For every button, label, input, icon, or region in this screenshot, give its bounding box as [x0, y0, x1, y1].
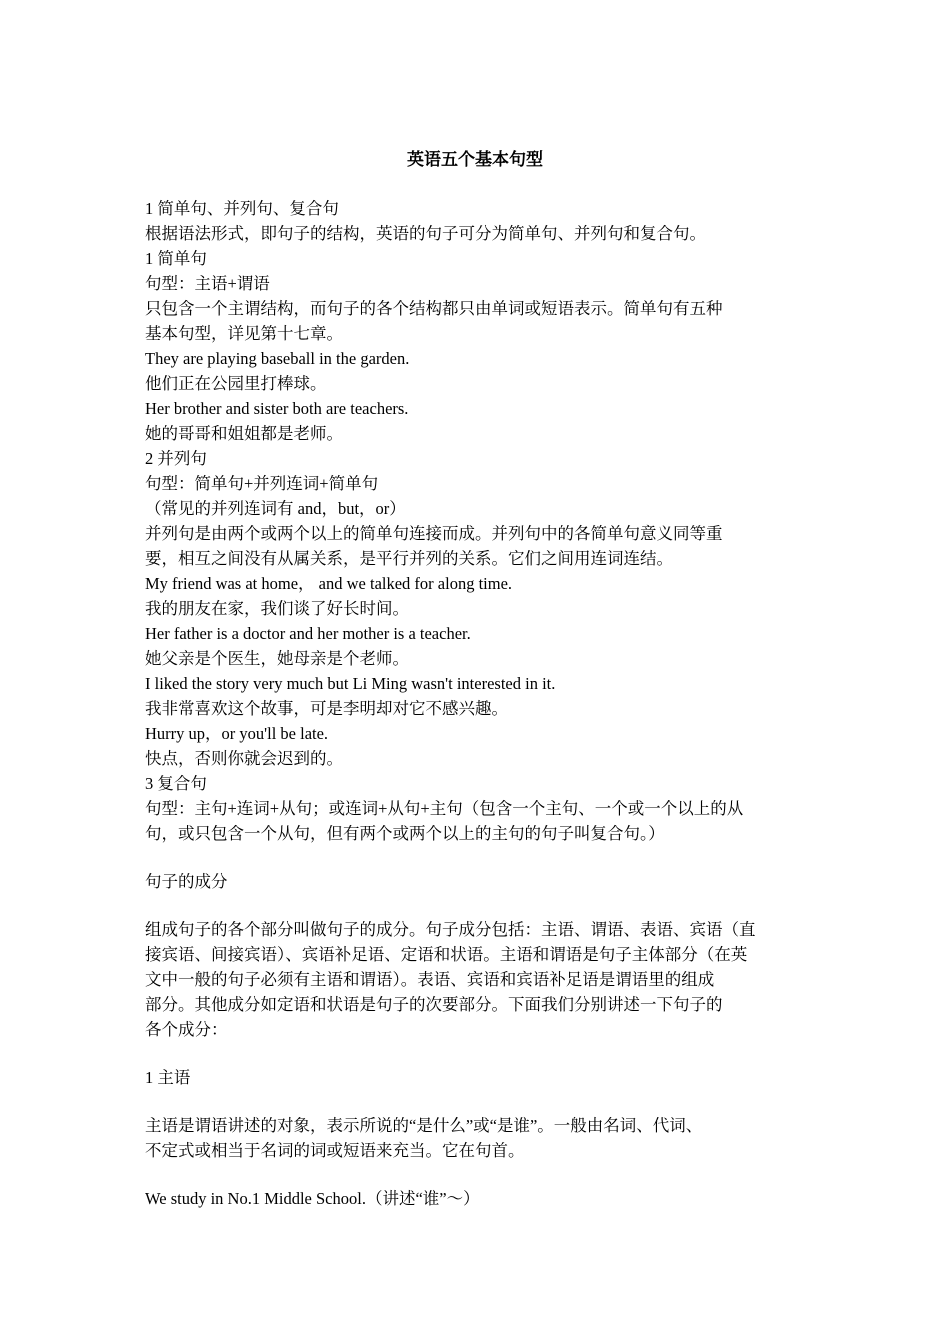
text-line: 文中一般的句子必须有主语和谓语）。表语、宾语和宾语补足语是谓语里的组成 [145, 970, 715, 989]
text-line: 1 主语 [145, 1068, 191, 1087]
document-body [145, 196, 810, 1211]
text-line: 根据语法形式，即句子的结构，英语的句子可分为简单句、并列句和复合句。 [145, 224, 706, 243]
text-line: 组成句子的各个部分叫做句子的成分。句子成分包括：主语、谓语、表语、宾语（直 [145, 920, 756, 939]
text-line: Her father is a doctor and her mother is a teacher. [145, 624, 471, 643]
text-line: 她的哥哥和姐姐都是老师。 [145, 424, 343, 443]
text-line: 并列句是由两个或两个以上的简单句连接而成。并列句中的各简单句意义同等重 [145, 524, 723, 543]
text-line: 句，或只包含一个从句，但有两个或两个以上的主句的句子叫复合句。） [145, 824, 665, 843]
blank-line [145, 894, 810, 917]
text-line: 只包含一个主谓结构，而句子的各个结构都只由单词或短语表示。简单句有五种 [145, 299, 723, 318]
text-line: 要，相互之间没有从属关系，是平行并列的关系。它们之间用连词连结。 [145, 549, 673, 568]
text-line: 句型：主语+谓语 [145, 274, 270, 293]
text-line: 2 并列句 [145, 449, 207, 468]
text-line: 3 复合句 [145, 774, 207, 793]
blank-line [145, 1090, 810, 1113]
blank-line [145, 846, 810, 869]
blank-line [145, 1163, 810, 1186]
text-line: 主语是谓语讲述的对象，表示所说的“是什么”或“是谁”。一般由名词、代词、 [145, 1116, 703, 1135]
text-line: 句型：简单句+并列连词+简单句 [145, 474, 379, 493]
text-line: I liked the story very much but Li Ming wasn't interested in it. [145, 674, 556, 693]
text-line: Hurry up，or you'll be late. [145, 724, 329, 743]
text-line: 他们正在公园里打棒球。 [145, 374, 327, 393]
text-line: 我的朋友在家，我们谈了好长时间。 [145, 599, 409, 618]
document-title: 英语五个基本句型 [407, 150, 543, 170]
text-line: 我非常喜欢这个故事，可是李明却对它不感兴趣。 [145, 699, 508, 718]
text-line: 1 简单句 [145, 249, 207, 268]
text-line: 基本句型，详见第十七章。 [145, 324, 343, 343]
text-line: 句型：主句+连词+从句；或连词+从句+主句（包含一个主句、一个或一个以上的从 [145, 799, 744, 818]
text-line: 她父亲是个医生，她母亲是个老师。 [145, 649, 409, 668]
text-line: They are playing baseball in the garden. [145, 349, 410, 368]
text-line: 不定式或相当于名词的词或短语来充当。它在句首。 [145, 1141, 525, 1160]
text-line: 各个成分： [145, 1020, 228, 1039]
text-line: We study in No.1 Middle School.（讲述“谁”～） [145, 1189, 480, 1208]
blank-line [145, 1042, 810, 1065]
text-line: 快点，否则你就会迟到的。 [145, 749, 343, 768]
text-line: 部分。其他成分如定语和状语是句子的次要部分。下面我们分别讲述一下句子的 [145, 995, 723, 1014]
text-line: 句子的成分 [145, 872, 228, 891]
text-line: Her brother and sister both are teachers. [145, 399, 409, 418]
text-line: （常见的并列连词有 and，but，or） [145, 499, 406, 518]
text-line: 接宾语、间接宾语）、宾语补足语、定语和状语。主语和谓语是句子主体部分（在英 [145, 945, 748, 964]
text-line: My friend was at home， and we talked for along time. [145, 574, 513, 593]
text-line: 1 简单句、并列句、复合句 [145, 199, 339, 218]
